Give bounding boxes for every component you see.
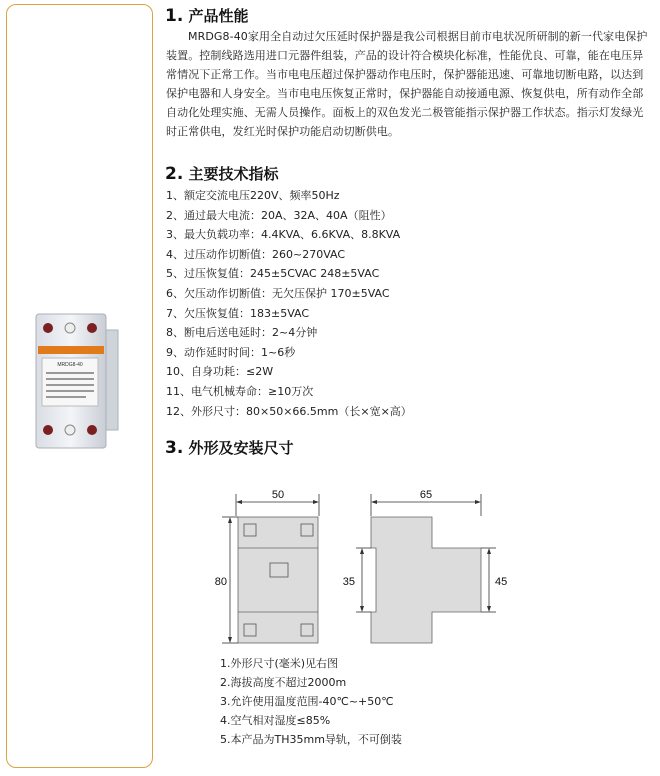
section2-number: 2. <box>165 164 184 184</box>
side-view <box>343 489 508 643</box>
note-item: 4.空气相对湿度≤85% <box>220 714 331 727</box>
front-view <box>215 489 319 643</box>
spec-item: 1、额定交流电压220V、频率50Hz <box>166 189 340 202</box>
spec-item: 8、断电后送电延时：2~4分钟 <box>166 326 318 340</box>
spec-item: 7、欠压恢复值：183±5VAC <box>166 306 310 320</box>
front-height-label: 80 <box>214 576 227 588</box>
note-item: 1.外形尺寸(毫米)见右图 <box>220 657 339 670</box>
section3-title-text: 外形及安装尺寸 <box>188 439 294 457</box>
note-item: 5.本产品为TH35mm导轨，不可倒装 <box>220 733 402 746</box>
section1-number: 1. <box>165 6 184 26</box>
spec-item: 12、外形尺寸：80×50×66.5mm（长×宽×高） <box>166 404 412 418</box>
spec-item: 9、动作延时时间：1~6秒 <box>166 345 296 359</box>
section3-number: 3. <box>165 438 184 458</box>
side-mid-label: 35 <box>342 576 355 588</box>
spec-item: 6、欠压动作切断值：无欠压保护 170±5VAC <box>166 286 390 300</box>
side-height-label: 45 <box>495 576 508 588</box>
spec-item: 2、通过最大电流：20A、32A、40A（阻性） <box>166 208 392 222</box>
front-width-label: 50 <box>271 489 285 501</box>
section2-title-text: 主要技术指标 <box>188 165 279 183</box>
section1-paragraph: MRDG8-40家用全自动过欠压延时保护器是我公司根据目前市电状况所研制的新一代家电保护装置。控制线路选用进口元器件组装，产品的设计符合模块化标准，性能优良、可靠，能在电压异常情况下正常工作。当市电电压超过保护器动作电压时，保护器能迅速、可靠地切断电路，以达到保护电器和人身安全。当市电电压恢复正常时，保护器能自动接通电源、恢复供电，所有动作全部自动化处理实施、无需人员操作。面板上的双色发光二极管能指示保护器工作状态。指示灯发绿光时正常供电，发红光时保护功能启动切断供电。 <box>166 30 648 138</box>
section1-title-text: 产品性能 <box>188 7 249 25</box>
spec-item: 3、最大负载功率：4.4KVA、6.6KVA、8.8KVA <box>166 228 401 242</box>
spec-item: 10、自身功耗：≤2W <box>166 365 274 379</box>
product-model-label: MRDG8-40 <box>57 362 83 368</box>
note-item: 3.允许使用温度范围-40℃~+50℃ <box>220 695 394 708</box>
side-width-label: 65 <box>419 489 433 501</box>
notes-list <box>220 654 402 749</box>
spec-item: 5、过压恢复值：245±5CVAC 248±5VAC <box>166 267 380 281</box>
note-item: 2.海拔高度不超过2000m <box>220 676 347 689</box>
spec-item: 4、过压动作切断值：260~270VAC <box>166 247 346 261</box>
spec-item: 11、电气机械寿命：≥10万次 <box>166 384 314 398</box>
